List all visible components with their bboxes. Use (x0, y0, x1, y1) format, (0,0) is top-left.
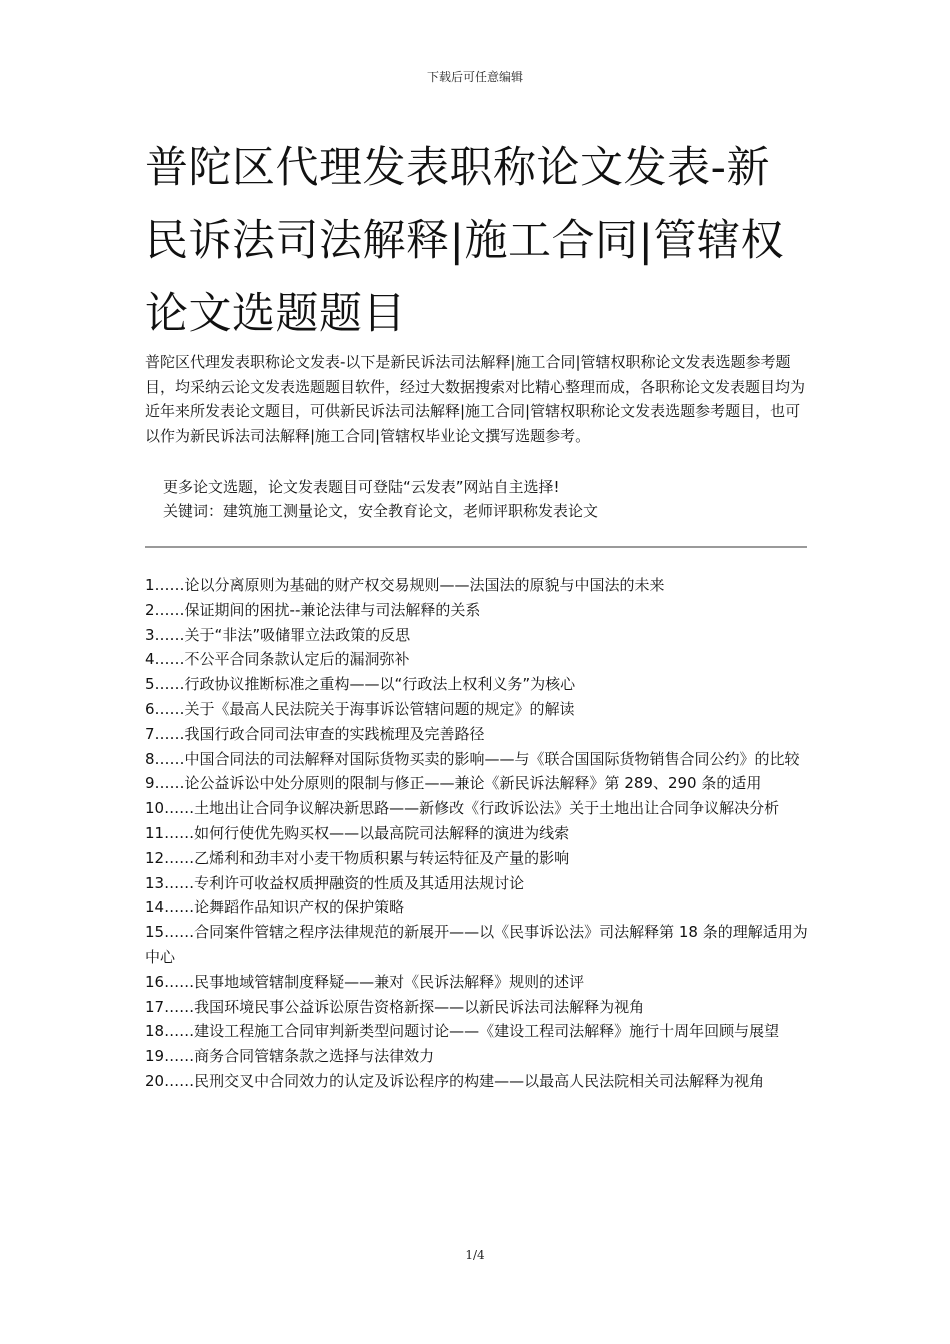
topic-item: 18……建设工程施工合同审判新类型问题讨论——《建设工程司法解释》施行十周年回顾与展望 (145, 1022, 780, 1041)
topic-item: 17……我国环境民事公益诉讼原告资格新探——以新民诉法司法解释为视角 (145, 997, 645, 1016)
topic-item: 5……行政协议推断标准之重构——以“行政法上权利义务”为核心 (145, 675, 576, 694)
page-header: 下载后可任意编辑 (426, 70, 523, 84)
topic-list (145, 573, 810, 1094)
topic-item: 10……土地出让合同争议解决新思路——新修改《行政诉讼法》关于土地出让合同争议解决分析 (145, 799, 780, 818)
topic-item: 1……论以分离原则为基础的财产权交易规则——法国法的原貌与中国法的未来 (145, 576, 665, 594)
divider (145, 546, 807, 548)
page-number: 1/4 (465, 1248, 485, 1262)
topic-item: 16……民事地域管辖制度释疑——兼对《民诉法解释》规则的述评 (145, 972, 585, 991)
topic-item: 2……保证期间的困扰--兼论法律与司法解释的关系 (145, 600, 481, 619)
topic-item: 6……关于《最高人民法院关于海事诉讼管辖问题的规定》的解读 (145, 699, 575, 718)
topic-item: 4……不公平合同条款认定后的漏洞弥补 (145, 650, 410, 669)
topic-item: 19……商务合同管辖条款之选择与法律效力 (145, 1047, 435, 1066)
topic-item: 20……民刑交叉中合同效力的认定及诉讼程序的构建——以最高人民法院相关司法解释为视角 (145, 1071, 765, 1090)
keywords-line: 关键词：建筑施工测量论文，安全教育论文，老师评职称发表论文 (163, 502, 599, 520)
topic-item: 8……中国合同法的司法解释对国际货物买卖的影响——与《联合国国际货物销售合同公约》的比较 (145, 749, 800, 768)
topic-item: 7……我国行政合同司法审查的实践梳理及完善路径 (145, 724, 485, 743)
topic-item: 9……论公益诉讼中处分原则的限制与修正——兼论《新民诉法解释》第 289、290 条的适用 (145, 774, 762, 793)
topic-item: 14……论舞蹈作品知识产权的保护策略 (145, 898, 405, 917)
document-title: 普陀区代理发表职称论文发表-新民诉法司法解释|施工合同|管辖权论文选题题目 (145, 143, 784, 339)
intro-paragraph: 普陀区代理发表职称论文发表-以下是新民诉法司法解释|施工合同|管辖权职称论文发表选题参考题目，均采纳云论文发表选题题目软件，经过大数据搜索对比精心整理而成，各职称论文发表题目均为近年来所发表论文题目，可供新民诉法司法解释|施工合同|管辖权职称论文发表选题参考题目，也可以作为新民诉法司法解释|施工合同|管辖权毕业论文撰写选题参考。 (145, 353, 806, 445)
topic-item: 11……如何行使优先购买权——以最高院司法解释的演进为线索 (145, 823, 570, 842)
topic-item: 3……关于“非法”吸储罪立法政策的反思 (145, 625, 411, 644)
topic-item: 15……合同案件管辖之程序法律规范的新展开——以《民事诉讼法》司法解释第 18 条的理解适用为中心 (145, 923, 808, 966)
topic-item: 12……乙烯利和劲丰对小麦干物质积累与转运特征及产量的影响 (145, 848, 570, 867)
topic-item: 13……专利许可收益权质押融资的性质及其适用法规讨论 (145, 873, 525, 892)
more-topics-note: 更多论文选题，论文发表题目可登陆“云发表”网站自主选择! (163, 478, 560, 496)
